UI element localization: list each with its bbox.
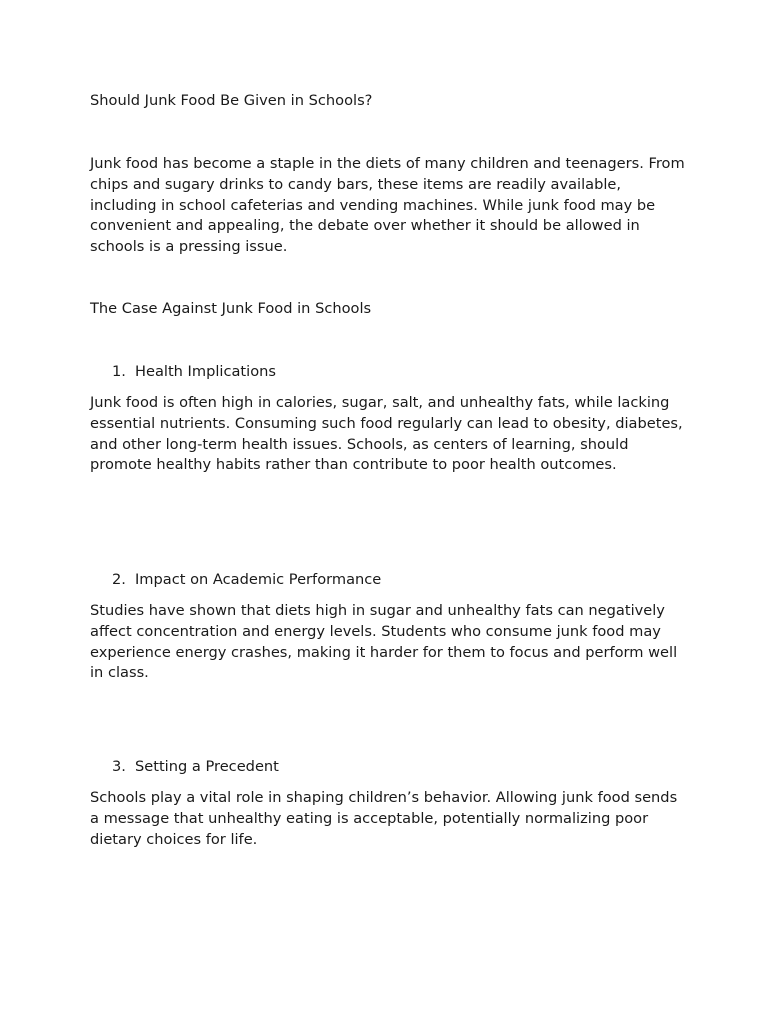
list-item-precedent [112,757,279,778]
section-heading: The Case Against Junk Food in Schools [90,300,372,317]
body-paragraph-academic: Studies have shown that diets high in sugar and unhealthy fats can negatively affect concentration and energy levels. Students who consume junk food may experience energy crashes, making it harder for them to focus and perform well in class. [90,602,678,682]
list-heading: Setting a Precedent [135,758,279,775]
list-heading: Health Implications [135,363,276,380]
intro-paragraph: Junk food has become a staple in the diets of many children and teenagers. From chips and sugary drinks to candy bars, these items are readily available, including in school cafeterias and vending machines. While junk food may be convenient and appealing, the debate over whether it should be allowed in schools is a pressing issue. [90,155,685,256]
document-page [90,0,690,1024]
list-number: 3. [112,758,126,775]
document-title: Should Junk Food Be Given in Schools? [90,92,373,109]
body-paragraph-precedent: Schools play a vital role in shaping children’s behavior. Allowing junk food sends a message that unhealthy eating is acceptable, potentially normalizing poor dietary choices for life. [90,789,678,848]
list-item-health [112,362,276,383]
list-number: 2. [112,571,126,588]
body-paragraph-health: Junk food is often high in calories, sugar, salt, and unhealthy fats, while lacking essential nutrients. Consuming such food regularly can lead to obesity, diabetes, and other long-term health issues. Schools, as centers of learning, should promote healthy habits rather than contribute to poor health outcomes. [90,394,683,474]
list-heading: Impact on Academic Performance [135,571,382,588]
list-number: 1. [112,363,126,380]
list-item-academic [112,570,381,591]
